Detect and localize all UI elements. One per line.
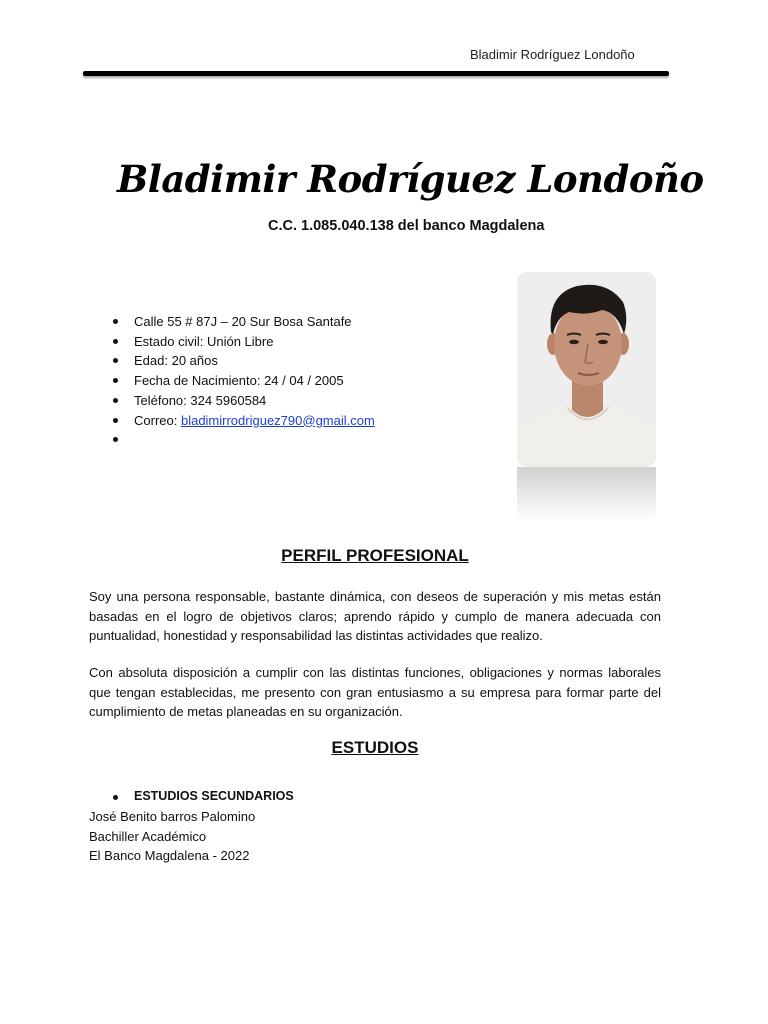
address-item: Calle 55 # 87J – 20 Sur Bosa Santafe xyxy=(96,312,375,332)
empty-list-item xyxy=(96,430,375,450)
photo-reflection xyxy=(517,467,656,522)
degree-name: Bachiller Académico xyxy=(89,828,207,844)
perfil-section-title: PERFIL PROFESIONAL xyxy=(281,546,469,565)
perfil-paragraph-2: Con absoluta disposición a cumplir con las distintas funciones, obligaciones y normas laborales que tengan establecidas, me presento con gran entusiasmo a su empresa para formar parte del cumplimiento de metas planeadas en su organización. xyxy=(89,665,661,719)
email-item xyxy=(96,411,375,431)
studies-level: ESTUDIOS SECUNDARIOS xyxy=(134,789,294,803)
email-label: Correo: xyxy=(134,412,181,428)
email-link[interactable]: bladimirrodriguez790@gmail.com xyxy=(180,412,375,428)
header-divider xyxy=(83,71,669,76)
birth-date-item: Fecha de Nacimiento: 24 / 04 / 2005 xyxy=(96,371,375,391)
personal-details-list xyxy=(96,312,375,450)
candidate-name: Bladimir Rodríguez Londoño xyxy=(117,157,704,201)
phone-item: Teléfono: 324 5960584 xyxy=(96,391,375,411)
id-number: C.C. 1.085.040.138 del banco Magdalena xyxy=(268,218,545,234)
studies-details xyxy=(89,807,255,866)
place-year: El Banco Magdalena - 2022 xyxy=(89,848,250,863)
profile-photo xyxy=(517,272,656,467)
perfil-paragraph-1: Soy una persona responsable, bastante dinámica, con deseos de superación y mis metas están basadas en el logro de objetivos claros; aprendo rápido y cumplo de manera adecuada con puntualidad, honestidad y responsabilidad las distintas actividades que realizo. xyxy=(89,589,661,643)
estudios-section-title: ESTUDIOS xyxy=(331,738,419,757)
school-name: José Benito barros Palomino xyxy=(89,809,256,824)
age-item: Edad: 20 años xyxy=(96,351,375,371)
running-header: Bladimir Rodríguez Londoño xyxy=(470,47,635,62)
civil-status-item: Estado civil: Unión Libre xyxy=(96,332,375,352)
